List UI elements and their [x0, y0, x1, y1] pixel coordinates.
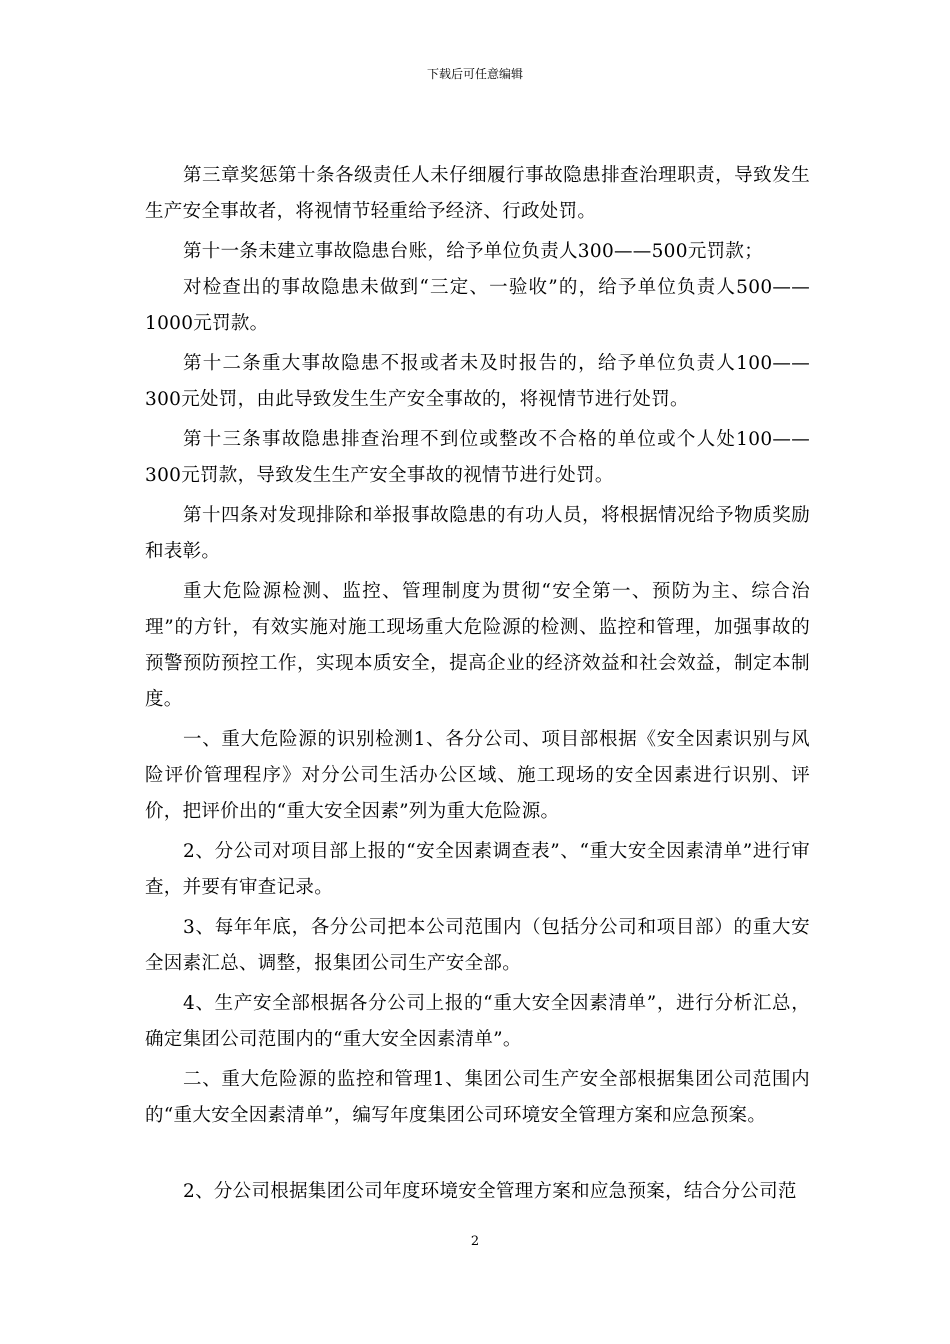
paragraph-item-three-summary: 3、每年年底，各分公司把本公司范围内（包括分公司和项目部）的重大安全因素汇总、调整，报集团公司生产安全部。	[145, 917, 810, 974]
paragraph-three-fixed-one-check: 对检查出的事故隐患未做到“三定、一验收”的，给予单位负责人500——1000元罚款。	[145, 277, 810, 334]
paragraph-article-thirteen: 第十三条事故隐患排查治理不到位或整改不合格的单位或个人处100——300元罚款，导致发生生产安全事故的视情节进行处罚。	[145, 429, 810, 486]
page-number: 2	[470, 1234, 480, 1249]
paragraph-hazard-system-intro: 重大危险源检测、监控、管理制度为贯彻“安全第一、预防为主、综合治理”的方针，有效实施对施工现场重大危险源的检测、监控和管理，加强事故的预警预防预控工作，实现本质安全，提高企业的经济效益和社会效益，制定本制度。	[145, 581, 810, 710]
paragraph-article-twelve: 第十二条重大事故隐患不报或者未及时报告的，给予单位负责人100——300元处罚，由此导致发生生产安全事故的，将视情节进行处罚。	[145, 353, 810, 410]
paragraph-item-four-analysis: 4、生产安全部根据各分公司上报的“重大安全因素清单”，进行分析汇总，确定集团公司范围内的“重大安全因素清单”。	[145, 993, 810, 1050]
paragraph-chapter-three-article-ten: 第三章奖惩第十条各级责任人未仔细履行事故隐患排查治理职责，导致发生生产安全事故者，将视情节轻重给予经济、行政处罚。	[145, 165, 810, 222]
document-body	[145, 158, 810, 1214]
paragraph-hazard-identification: 一、重大危险源的识别检测1、各分公司、项目部根据《安全因素识别与风险评价管理程序》对分公司生活办公区域、施工现场的安全因素进行识别、评价，把评价出的“重大安全因素”列为重大危险源。	[145, 729, 810, 822]
paragraph-article-eleven: 第十一条未建立事故隐患台账，给予单位负责人300——500元罚款；	[183, 241, 764, 262]
paragraph-article-fourteen: 第十四条对发现排除和举报事故隐患的有功人员，将根据情况给予物质奖励和表彰。	[145, 505, 810, 562]
paragraph-item-two-review: 2、分公司对项目部上报的“安全因素调查表”、“重大安全因素清单”进行审查，并要有审查记录。	[145, 841, 810, 898]
paragraph-branch-plan: 2、分公司根据集团公司年度环境安全管理方案和应急预案，结合分公司范	[183, 1181, 797, 1202]
page-header: 下载后可任意编辑	[426, 67, 523, 81]
paragraph-hazard-monitoring: 二、重大危险源的监控和管理1、集团公司生产安全部根据集团公司范围内的“重大安全因素清单”，编写年度集团公司环境安全管理方案和应急预案。	[145, 1069, 810, 1126]
